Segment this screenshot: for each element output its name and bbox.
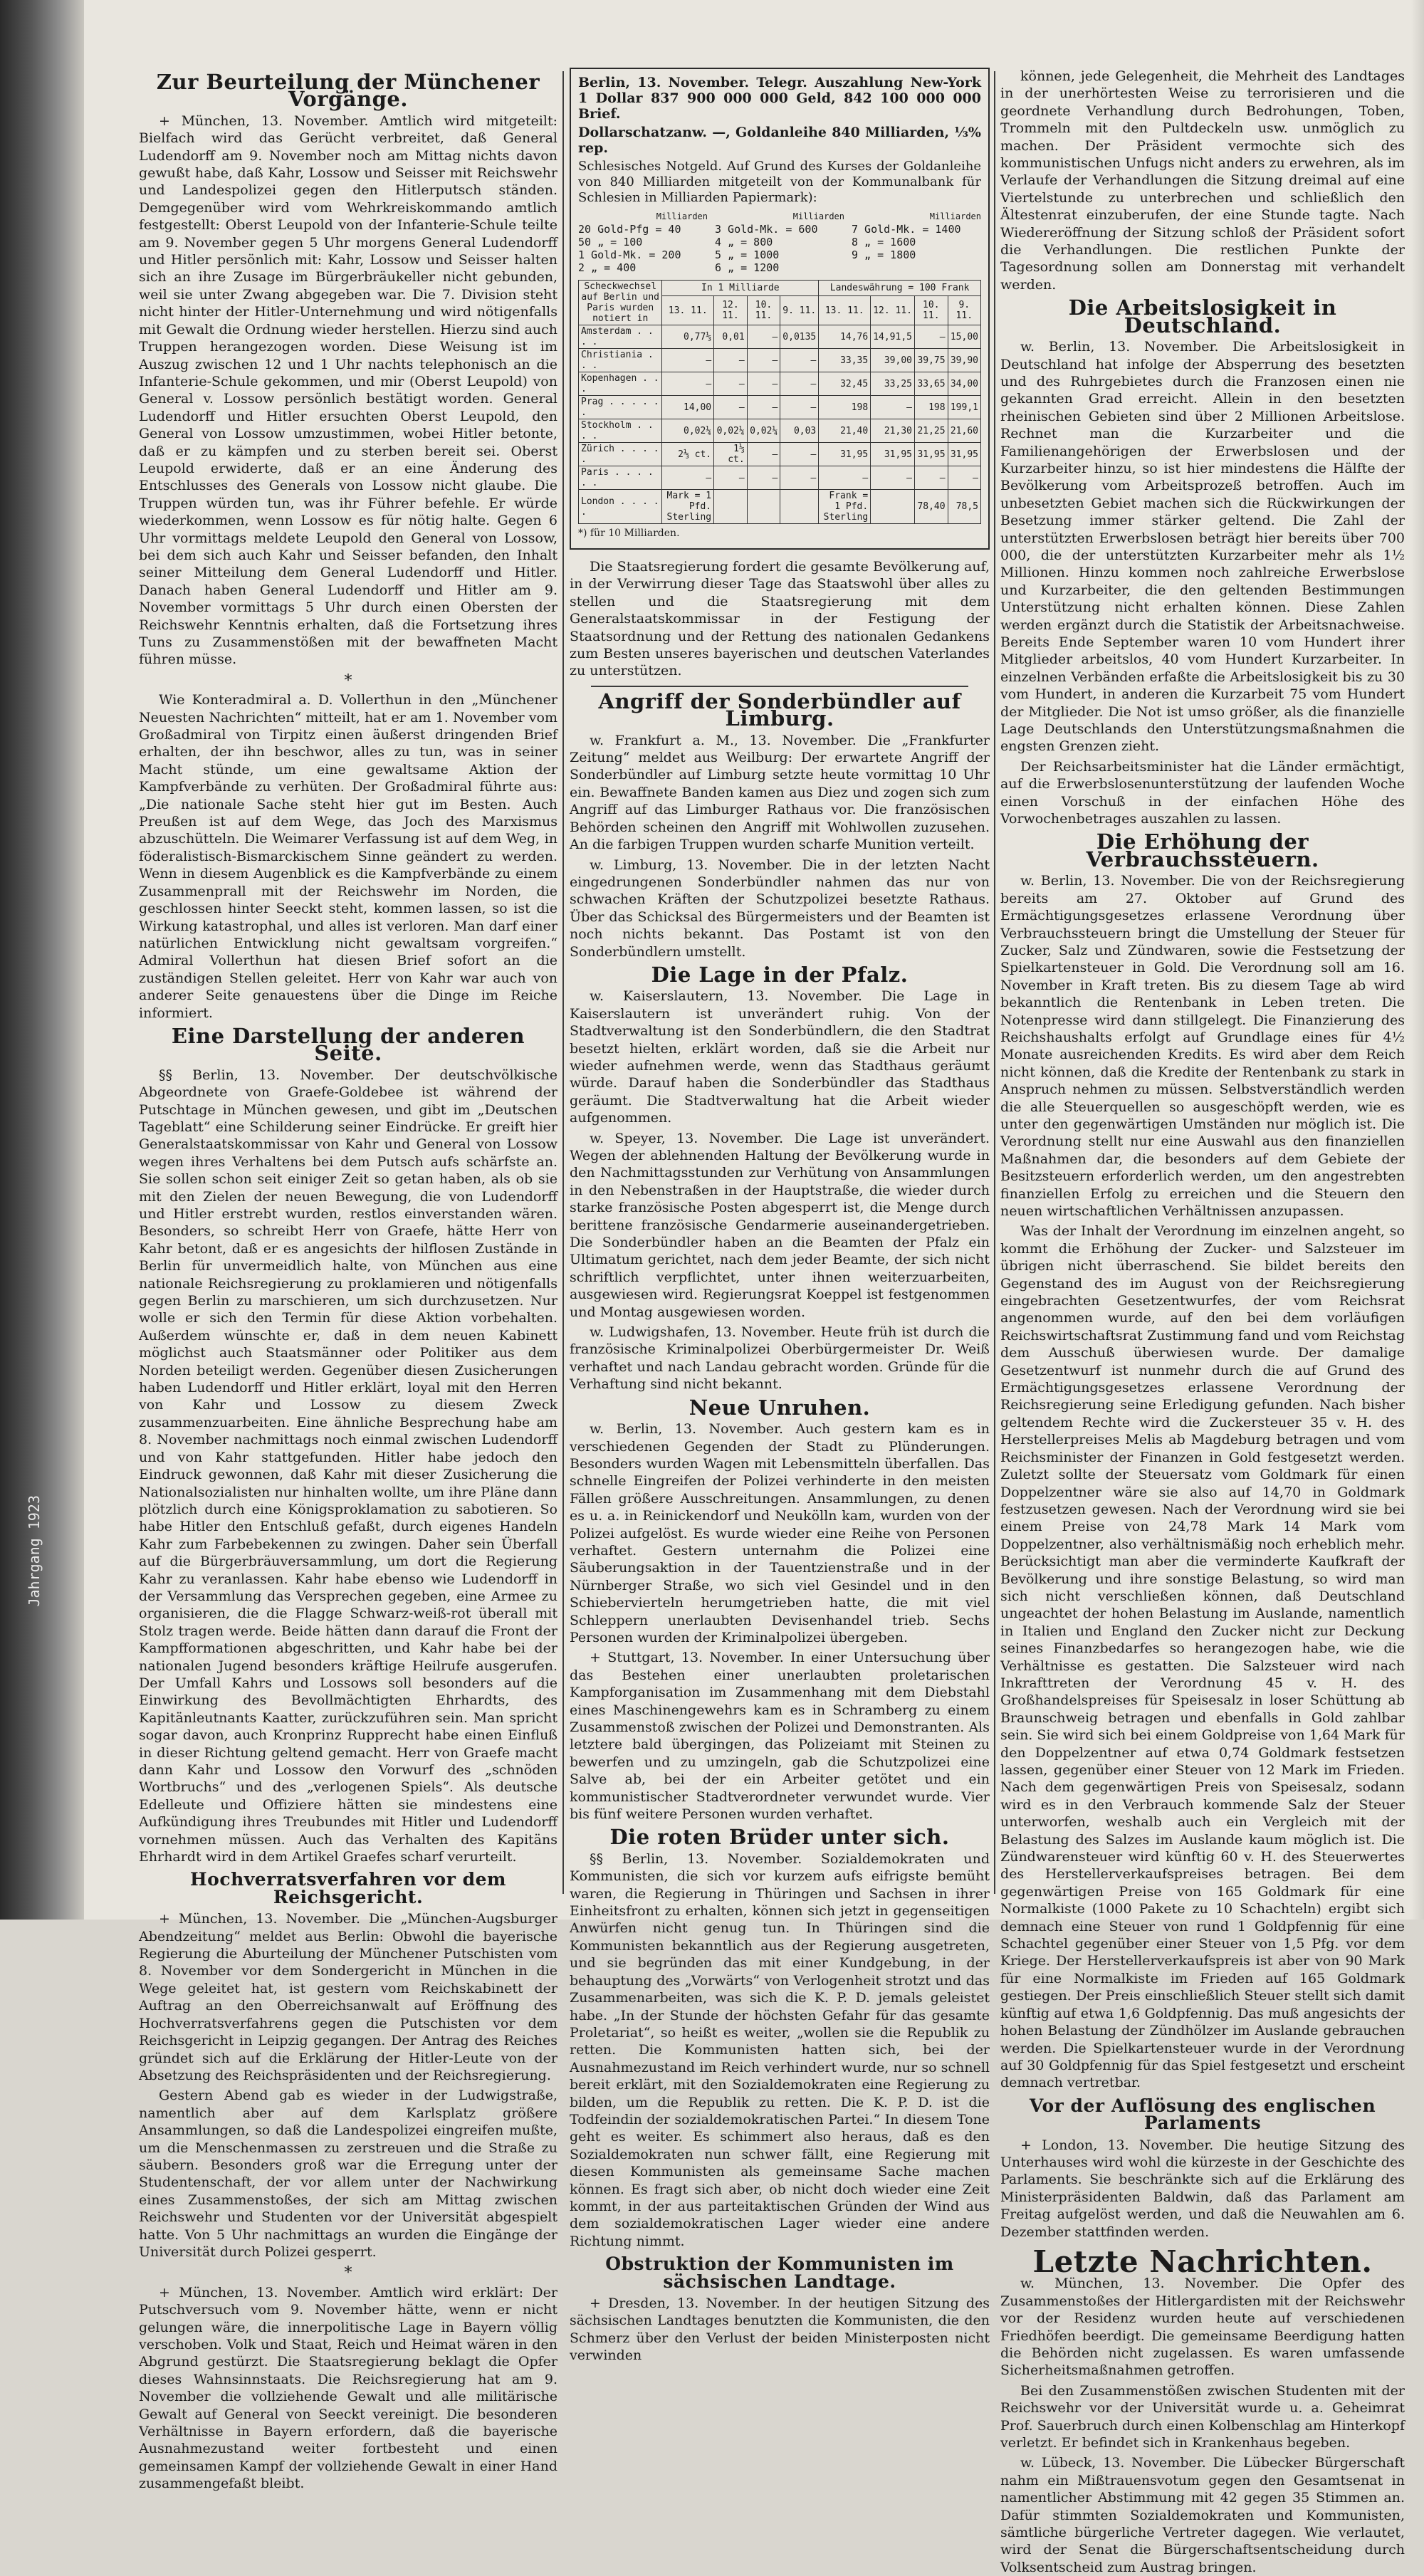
article-paragraph: w. Speyer, 13. November. Die Lage ist unverändert. Wegen der ablehnenden Haltung der Bevölkerung wurde in den Nachmittagsstunden zur Verhütung von Ansammlungen in den Nebenstraßen in der Hauptstraße, die wieder durch starke französische Posten abgesperrt ist, die Menge durch berittene französische Gendarmerie auseinandergetrieben. Die Sonderbündler haben an die Beamten der Pfalz ein Ultimatum gerichtet, nach dem jeder Beamte, der sich nicht schriftlich verpflichtet, unter ihnen weiterzuarbeiten, ausgewiesen wird. Regierungsrat Koeppel ist festgenommen und Montag ausgewiesen worden. [570,1130,990,1320]
table-cell: 31,95 [915,443,948,466]
notgeld-header: Milliarden [656,211,708,221]
table-cell: — [747,372,780,396]
table-cell: 0,0135 [780,325,819,349]
headline: Vor der Auflösung des englischen Parlaments [1029,2095,1376,2134]
table-cell [871,490,915,524]
table-row [579,419,981,443]
exchange-table [578,280,981,524]
article-paragraph: + Dresden, 13. November. In der heutigen Sitzung des sächsischen Landtages benutzten die Kommunisten, die den Schmerz über den Verlust der beiden Ministerposten nicht verwinden [570,2295,990,2364]
table-cell: 78,5 [948,490,980,524]
table-cell: 39,75 [915,349,948,372]
row-label: Paris . . . . . . [579,466,662,490]
notgeld-cell: 1 Gold-Mk. = 200 [578,248,681,261]
article-paragraph: w. Berlin, 13. November. Auch gestern kam es in verschiedenen Gegenden der Stadt zu Plünderungen. Besonders wurden Wagen mit Lebensmitteln überfallen. Das schnelle Eingreifen der Polizei verhinderte in den meisten Fällen größere Ausschreitungen. Ansammlungen, zu denen es u. a. in Reinickendorf und Neukölln kam, wurden von der Polizei aufgelöst. Es wurde wieder eine Reihe von Personen verhaftet. Gestern unternahm die Polizei eine Säuberungsaktion in der Tauentzienstraße und in der Nürnberger Straße, wo sich viel Gesindel und in den Schiebervierteln herumgetrieben hatte, die mit viel Schleppern unerlaubten Devisenhandel trieb. Sechs Personen wurden der Kriminalpolizei übergeben. [570,1421,990,1645]
table-row [579,396,981,419]
table-row [579,325,981,349]
notgeld-table [578,210,981,274]
binding-label: Jahrgang 1923 [26,1495,43,1607]
article-paragraph: w. Lübeck, 13. November. Die Lübecker Bürgerschaft nahm ein Mißtrauensvotum gegen den Gesamtsenat in namentlicher Abstimmung mit 42 gegen 35 Stimmen an. Dafür stimmten Sozialdemokraten und Kommunisten, sämtliche bürgerliche Vertreter dagegen. Wie verlautet, wird der Senat die Bürgerschaftsentscheidung durch Volksentscheid zum Austrag bringen. [1000,2455,1405,2575]
table-row [579,490,981,524]
row-label: Christiania . . . [579,349,662,372]
date-header: 13. 11. [819,296,871,325]
table-cell: 15,00 [948,325,980,349]
notgeld-header: Milliarden [929,211,981,221]
table-cell: — [915,325,948,349]
row-label: Stockholm . . . . [579,419,662,443]
date-header: 9. 11. [948,296,980,325]
table-cell: — [871,466,915,490]
notgeld-cell: 50 „ = 100 [578,236,643,248]
table-cell: — [714,396,748,419]
table-cell: 31,95 [819,443,871,466]
article-paragraph: Die Staatsregierung fordert die gesamte Bevölkerung auf, in der Verwirrung dieser Tage das Staatswohl über alles zu stellen und die Staatsregierung mit dem Generalstaatskommissar in der Festigung der Staatsordnung und der Rettung des nationalen Gedankens zum Besten unseres bayerischen und deutschen Vaterlandes zu unterstützen. [570,559,990,679]
table-cell: Frank = 1 Pfd. Sterling [819,490,871,524]
table-cell: — [662,466,714,490]
headline: Die Erhöhung der Verbrauchssteuern. [1086,829,1319,871]
date-header: 13. 11. [662,296,714,325]
column-middle [570,68,990,2364]
notgeld-cell: 2 „ = 400 [578,261,637,274]
article-paragraph: + München, 13. November. Amtlich wird mitgeteilt: Bielfach wird das Gerücht verbreitet, daß General Ludendorff am 9. November noch am Mittag nichts davon gewußt habe, daß Kahr, Lossow und Seisser mit Reichswehr und Landespolizei gegen den Hitlerputsch ständen. Demgegenüber wird vom Wehrkreiskommando amtlich festgestellt: Oberst Leupold von der Infanterie-Schule teilte am 9. November gegen 5 Uhr morgens General Ludendorff und Hitler persönlich mit: Kahr, Lossow und Seisser halten sich an ihre Zusage im Bürgerbräukeller nicht gebunden, weil sie unter Zwang abgegeben war. Die 7. Division steht nicht hinter der Hitler-Unternehmung und wird nötigenfalls mit Gewalt die Ordnung wieder herstellen. Hierzu sind auch Truppen herangezogen worden. Diese Weisung ist im Auszug zwischen 12 und 1 Uhr nachts telephonisch an die Infanterie-Schule gekommen, und mir (Oberst Leupold) von General v. Lossow persönlich bestätigt worden. General Ludendorff und Hitler ersuchten Oberst Leupold, den General von Lossow umzustimmen, wobei Hitler betonte, daß er zu kämpfen und zu sterben bereit sei. Oberst Leupold erwiderte, daß er an eine Änderung des Entschlusses des Generals von Lossow nicht glaube. Die Truppen würden tun, was ihr Führer befehle. Er würde wiederkommen, wenn Lossow es für nötig halte. Gegen 6 Uhr vormittags meldete Leupold den General von Lossow, bei dem sich auch Kahr und Seisser befanden, den Inhalt seiner Mitteilung dem General Ludendorff und Hitler. Danach haben General Ludendorff und Hitler am 9. November vormittags 5 Uhr durch einen Obersten der Reichswehr Kenntnis erhalten, daß die Fortsetzung ihres Tuns zu Zusammenstößen mit der bewaffneten Macht führen müsse. [139,112,557,668]
table-cell: 78,40 [915,490,948,524]
table-footnote: *) für 10 Milliarden. [578,528,680,539]
notgeld-text: Schlesisches Notgeld. Auf Grund des Kurses der Goldanleihe von 840 Milliarden mitgeteilt von der Kommunalbank für Schlesien in Milliarden Papiermark): [578,159,981,205]
table-header: Scheckwechsel auf Berlin und Paris wurden notiert in [579,281,662,325]
table-cell [714,490,748,524]
separator-star: * [344,2264,352,2283]
table-cell: 0,02¼ [662,419,714,443]
article-paragraph: w. Kaiserslautern, 13. November. Die Lage in Kaiserslautern ist unverändert ruhig. Von der Stadtverwaltung ist den Sonderbündlern, die den Stadtrat besetzt hielten, erklärt worden, daß sie die Arbeit nur wieder aufnehmen werde, wenn das Stadthaus geräumt würde. Darauf haben die Sonderbündler das Stadthaus geräumt. Die Stadtverwaltung hat die Arbeit wieder aufgenommen. [570,988,990,1126]
article-paragraph: w. München, 13. November. Die Opfer des Zusammenstoßes der Hitlergardisten mit der Reichswehr vor der Residenz wurden heute auf verschiedenen Friedhöfen beerdigt. Die gemeinsame Beerdigung hatten die Behörden nicht zugelassen. Es waren umfassende Sicherheitsmaßnahmen getroffen. [1000,2276,1405,2379]
table-cell: — [948,466,980,490]
article-paragraph: w. Berlin, 13. November. Die von der Reichsregierung bereits am 27. Oktober auf Grund des Ermächtigungsgesetzes erlassene Verordnung über Verbrauchssteuern bringt die Umstellung der Steuer für Zucker, Salz und Zündwaren, sowie die Festsetzung der Spielkartensteuer in Gold. Die Verordnung soll am 16. November in Kraft treten. Bis zu diesem Tage ab wird bekanntlich die Rentenbank in Leben treten. Die Notenpresse wird dann stillgelegt. Die Finanzierung des Reichshaushalts erfolgt auf Grundlage eines für 4½ Monate ausreichenden Kredits. Es wird aber dem Reich nicht können, daß die Kredite der Rentenbank zu stark in Anspruch nehmen zu müssen. Selbstverständlich werden die alle Steuerquellen so ausgeschöpft werden, wie es unter den gegenwärtigen Umständen nur möglich ist. Die Verordnung stellt nur eine Auswahl aus den finanziellen Maßnahmen dar, die besonders auf dem Gebiete der Besitzsteuern erforderlich werden, um den angestrebten finanziellen Erfolg zu erreichen und die Steuern den neuen wirtschaftlichen Verhältnissen anzupassen. [1000,873,1405,1219]
table-cell: 21,40 [819,419,871,443]
article-paragraph: w. Limburg, 13. November. Die in der letzten Nacht eingedrungenen Sonderbündler nahmen das nur von schwachen Kräften der Schutzpolizei besetzte Rathaus. Über das Schicksal des Bürgermeisters und der Beamten ist noch nichts bekannt. Das Postamt ist von den Sonderbündlern umstellt. [570,857,990,960]
date-header: 12. 11. [871,296,915,325]
date-header: 10. 11. [915,296,948,325]
article-paragraph: Bei den Zusammenstößen zwischen Studenten mit der Reichswehr vor der Universität wurde u. a. Geheimrat Prof. Sauerbruch durch einen Kolbenschlag am Hinterkopf verletzt. Er befindet sich in Krankenhaus begeben. [1000,2382,1405,2451]
table-cell: — [662,372,714,396]
table-cell: 1⅓ ct. [714,443,748,466]
article-paragraph: w. Frankfurt a. M., 13. November. Die „Frankfurter Zeitung“ meldet aus Weilburg: Der erwartete Angriff der Sonderbündler auf Limburg setzte heute vormittag 10 Uhr ein. Bewaffnete Banden kamen aus Diez und zogen sich zum Angriff auf das Limburger Rathaus vor. Die französischen Behörden scheinen den Angriff mit Wohlwollen zuzusehen. An die farbigen Truppen wurden scharfe Munition verteilt. [570,732,990,853]
table-cell: 14,76 [819,325,871,349]
table-cell: 21,25 [915,419,948,443]
table-cell [780,490,819,524]
table-cell: 0,03 [780,419,819,443]
column-right [1000,68,1405,2575]
table-cell: 0,02¼ [747,419,780,443]
headline: Die roten Brüder unter sich. [609,1825,950,1850]
table-row [579,443,981,466]
scan-right-edge [1411,0,1424,1920]
table-cell: — [747,349,780,372]
headline: Eine Darstellung der anderen Seite. [171,1023,525,1066]
table-cell: — [819,466,871,490]
notgeld-cell: 6 „ = 1200 [715,261,780,274]
table-cell: 0,77⅓ [662,325,714,349]
table-cell: 0,02¼ [714,419,748,443]
table-cell: 21,60 [948,419,980,443]
article-paragraph: w. Ludwigshafen, 13. November. Heute früh ist durch die französische Kriminalpolizei Oberbürgermeister Dr. Weiß verhaftet und nach Landau gebracht worden. Gründe für die Verhaftung sind nicht bekannt. [570,1324,990,1393]
table-cell: — [915,466,948,490]
row-label: London . . . . . [579,490,662,524]
table-cell: — [714,349,748,372]
headline: Hochverratsverfahren vor dem Reichsgericht. [190,1869,506,1907]
row-label: Amsterdam . . . . [579,325,662,349]
notgeld-cell: 9 „ = 1800 [852,248,916,261]
table-cell: 33,25 [871,372,915,396]
row-label: Zürich . . . . . [579,443,662,466]
headline: Die Arbeitslosigkeit in Deutschland. [1068,295,1337,337]
table-cell: 34,00 [948,372,980,396]
headline: Neue Unruhen. [689,1395,871,1420]
table-cell: — [747,396,780,419]
date-header: 10. 11. [747,296,780,325]
table-row [579,349,981,372]
table-cell: 199,1 [948,396,980,419]
table-cell [747,490,780,524]
table-row [579,372,981,396]
article-paragraph: §§ Berlin, 13. November. Der deutschvölkische Abgeordnete von Graefe-Goldebee ist während der Putschtage in München gewesen, und gibt im „Deutschen Tageblatt“ eine Schilderung seiner Eindrücke. Er greift hier Generalstaatskommissar von Kahr und General von Lossow wegen ihres Verhaltens bei dem Putsch aufs schärfste an. Sie sollen schon seit einiger Zeit so getan haben, als ob sie mit den Zielen der neuen Bewegung, die von Ludendorff und Hitler erstrebt wurden, restlos einverstanden wären. Besonders, so schreibt Herr von Graefe, hätte Herr von Kahr betont, daß er es angesichts der hilflosen Zustände in Berlin für unvermeidlich halte, von München aus eine nationale Reichsregierung zu proklamieren und nötigenfalls gegen Berlin zu marschieren, um sich durchzusetzen. Nur wolle er sich den Termin für diese Aktion vorbehalten. Außerdem wünschte er, daß in dem neuen Kabinett möglichst auch Staatsmänner oder Politiker aus dem Norden beteiligt werden. Gegenüber diesen Zusicherungen haben Ludendorff und Hitler erklärt, loyal mit den Herren von Kahr und Lossow zu diesem Zweck zusammenzuarbeiten. Eine ähnliche Besprechung habe am 8. November nachmittags noch einmal zwischen Ludendorff und von Kahr stattgefunden. Hitler habe jedoch den Eindruck gewonnen, daß Kahr mit dieser Zusicherung die Nationalsozialisten nur hinhalten wollte, um ihre Pläne dann plötzlich durch eine Königsproklamation zu sabotieren. So habe Hitler den Entschluß gefaßt, durch eigenes Handeln Kahr zum Farbebekennen zu zwingen. Daher sein Überfall auf die Bürgerbräuversammlung, um dort die Regierung Kahr zu veranlassen. Kahr habe ebenso wie Ludendorff in der Versammlung das Versprechen gegeben, eine Armee zu organisieren, die die Flagge Schwarz-weiß-rot überall mit Stolz tragen werde. Beide hätten dann darauf die Front der Kampfformationen abgeschritten, und Kahr habe bei der nationalen Jugend besonders kräftige Heilrufe ausgerufen. Der Umfall Kahrs und Lossows soll besonders auf die Einwirkung des Bevollmächtigten Ehrhardts, des Kapitänleutnants Kaatter, zurückzuführen sein. Man spricht sogar davon, auch Kronprinz Rupprecht habe einen Einfluß in dieser Richtung geltend gemacht. Herr von Graefe macht dann Kahr und Lossow den Vorwurf des „schnöden Wortbruchs“ und des „verlogenen Spiels“. Als deutsche Edelleute und Offiziere hätten sie mindestens eine Aufkündigung ihres Treubundes mit Hitler und Ludendorff vornehmen müssen. Auch das Verhalten des Kapitäns Ehrhardt wird in dem Artikel Graefes scharf verurteilt. [139,1067,557,1865]
table-cell: — [780,372,819,396]
headline: Angriff der Sonderbündler auf Limburg. [598,688,961,731]
table-cell: — [871,396,915,419]
notgeld-cell: 7 Gold-Mk. = 1400 [852,223,961,236]
table-cell: 32,45 [819,372,871,396]
scan-binding-edge [0,0,84,1920]
date-header: 12. 11. [714,296,748,325]
article-paragraph: + München, 13. November. Amtlich wird erklärt: Der Putschversuch vom 9. November hätte, wenn er nicht gelungen wäre, die innerpolitische Lage in Bayern völlig verschoben. Volk und Staat, Reich und Heimat wären in den Abgrund gestürzt. Die Staatsregierung beklagt die Opfer dieses Wahnsinnstaats. Die Reichsregierung hat am 9. November die vollziehende Gewalt und alle militärische Gewalt auf General von Seeckt vereinigt. Die besonderen Verhältnisse in Bayern erfordern, daß die bayerische Ausnahmezustand weiter fortbesteht und einen gemeinsamen Kampf der vollziehende Gewalt in einer Hand zusammengefaßt bleibt. [139,2284,557,2492]
currency-box [570,68,990,550]
table-cell: — [747,325,780,349]
article-paragraph: Der Reichsarbeitsminister hat die Länder ermächtigt, auf die Erwerbslosenunterstützung der laufenden Woche einen Vorschuß in der einfachen Höhe des Vorwochenbetrages auszahlen zu lassen. [1000,758,1405,827]
notgeld-cell: 5 „ = 1000 [715,248,780,261]
table-cell: 14,00 [662,396,714,419]
exchange-table-body [579,325,981,524]
notgeld-cell: 20 Gold-Pfg = 40 [578,223,681,236]
headline: Obstruktion der Kommunisten im sächsischen Landtage. [605,2253,954,2292]
table-cell: 39,90 [948,349,980,372]
article-paragraph: w. Berlin, 13. November. Die Arbeitslosigkeit in Deutschland hat infolge der Absperrung des besetzten und des Ruhrgebietes durch die Franzosen einen nie gekannten Grad erreicht. Allein in den besetzten rheinischen Gebieten sind über 2 Millionen Arbeitslose. Rechnet man die Kurzarbeiter und die Familienangehörigen der Erwerbslosen und der Kurzarbeiter hinzu, so ist hier mindestens die Hälfte der Bevölkerung vom Arbeitsprozeß betroffen. Auch im unbesetzten Gebiet machen sich die Rückwirkungen der Besetzung immer stärker geltend. Die Zahl der unterstützten Erwerbslosen beträgt hier bereits über 700 000, die der unterstützten Kurzarbeiter mehr als 1½ Millionen. Hinzu kommen noch zahlreiche Erwerbslose und Kurzarbeiter, die den geltenden Bestimmungen Unterstützung nicht erhalten können. Diese Zahlen werden ergänzt durch die Statistik der Arbeitsnachweise. Bereits Ende September waren 10 vom Hundert ihrer Mitglieder arbeitslos, 40 vom Hundert Kurzarbeiter. In einzelnen Verbänden erfaßte die Arbeitslosigkeit bis zu 30 vom Hundert, in anderen die Kurzarbeit 75 vom Hundert der Mitglieder. Die Not ist umso größer, als die finanzielle Lage Deutschlands den Unterstützungsmaßnahmen die engsten Grenzen zieht. [1000,339,1405,755]
table-cell: — [662,349,714,372]
table-header: Landeswährung = 100 Frank [819,281,981,296]
article-paragraph: Wie Konteradmiral a. D. Vollerthun in den „Münchener Neuesten Nachrichten“ mitteilt, hat er am 1. November vom Großadmiral von Tirpitz einen äußerst dringenden Brief erhalten, der ihn beschwor, alles zu tun, was in seiner Macht stünde, um eine gewaltsame Aktion der Kampfverbände zu verhüten. Der Großadmiral führte aus: „Die nationale Sache steht hier gut im Besten. Auch Preußen ist auf dem Wege, das Joch des Marxismus abzuschütteln. Die Weimarer Verfassung ist auf dem Weg, in föderalistisch-Bismarckischem Sinne geändert zu werden. Wenn in diesem Augenblick es die Kampfverbände zu einem Zusammenprall mit der Reichswehr im Norden, die geschlossen hinter Seeckt steht, kommen lassen, so ist die Wirkung katastrophal, und alles ist verloren. Man darf einer natürlichen Entwicklung nicht gewaltsam vorgreifen.“ Admiral Vollerthun hat diesen Brief sofort an die zuständigen Stellen geleitet. Herr von Kahr war auch von anderer Seite genauestens über die Dinge im Reiche informiert. [139,692,557,1021]
notgeld-cell: 8 „ = 1600 [852,236,916,248]
table-cell: — [780,396,819,419]
table-cell: — [714,466,748,490]
notgeld-header: Milliarden [792,211,844,221]
notgeld-cell: 4 „ = 800 [715,236,773,248]
table-cell: 33,65 [915,372,948,396]
table-cell: 198 [915,396,948,419]
table-cell: — [780,466,819,490]
separator-star: * [344,671,352,690]
row-label: Kopenhagen . . . [579,372,662,396]
column-left [139,68,557,2492]
table-cell: — [780,349,819,372]
notgeld-cell: 3 Gold-Mk. = 600 [715,223,818,236]
divider [591,686,968,687]
row-label: Prag . . . . . . [579,396,662,419]
article-paragraph: + München, 13. November. Die „München-Augsburger Abendzeitung“ meldet aus Berlin: Obwohl die bayerische Regierung die Aburteilung der Münchener Putschisten vom 8. November vor dem Sondergericht in München in die Wege geleitet hat, ist gestern vom Reichskabinett der Auftrag an den Oberreichsanwalt auf Eröffnung des Hochverratsverfahrens gegen die Putschisten vor dem Reichsgericht in Leipzig gegangen. Der Antrag des Reiches gründet sich auf die Erklärung der Hitler-Leute von der Absetzung des Reichspräsidenten und der Reichsregierung. [139,1911,557,2083]
table-cell: 31,95 [948,443,980,466]
column-rule [994,71,995,1894]
table-cell: — [780,443,819,466]
article-paragraph: §§ Berlin, 13. November. Sozialdemokraten und Kommunisten, die sich vor kurzem aufs eifrigste bemüht waren, die Regierung in Thüringen und Sachsen in ihrer Einheitsfront zu erhalten, können sich jetzt in gegenseitigen Anwürfen nicht genug tun. In Thüringen sind die Kommunisten bekanntlich aus der Regierung ausgetreten, und sie begründen das mit einer Kundgebung, in der behauptung des „Vorwärts“ von Verlogenheit strotzt und das Zusammenarbeiten, was sich die K. P. D. jemals geleistet habe. „In der Stunde der höchsten Gefahr für das gesamte Proletariat“, so heißt es weiter, „wollen sie die Republik zu retten. Die Kommunisten hatten sich, bei der Ausnahmezustand im Reich verhindert wurde, nur so schnell bereit erklärt, mit den Sozialdemokraten eine Regierung zu bilden, um die Republik zu retten. Die K. P. D. ist die Todfeindin der sozialdemokratischen Partei.“ In diesem Tone geht es weiter. Es schimmert also heraus, daß es den Sozialdemokraten nun schwer fällt, eine Regierung mit diesen Kommunisten als gemeinsame Sache machen können. Es fragt sich aber, ob nicht doch wieder eine Zeit kommt, in der aus parteitaktischen Gründen der Wind aus dem sozialdemokratischen Lager wieder eine andere Richtung nimmt. [570,1850,990,2249]
table-cell: 198 [819,396,871,419]
table-row [579,466,981,490]
table-cell: 31,95 [871,443,915,466]
table-cell: 33,35 [819,349,871,372]
table-cell: Mark = 1 Pfd. Sterling [662,490,714,524]
article-paragraph: + London, 13. November. Die heutige Sitzung des Unterhauses wird wohl die kürzeste in der Geschichte des Parlaments. Sie beschränkte sich auf die Erklärung des Ministerpräsidenten Baldwin, daß das Parlament am Freitag aufgelöst werden, und daß die Neuwahlen am 6. Dezember stattfinden werden. [1000,2137,1405,2240]
table-cell: 0,01 [714,325,748,349]
article-paragraph: können, jede Gelegenheit, die Mehrheit des Landtages in der unerhörtesten Weise zu terrorisieren und die geordnete Verhandlung durch Bedrohungen, Toben, Trommeln mit den Pultdeckeln usw. unmöglich zu machen. Der Präsident vermochte sich des kommunistischen Unfugs nicht anders zu erwehren, als im Verlaufe der Verhandlungen die Sitzung dreimal auf eine Viertelstunde zu unterbrechen und schließlich den Ältestenrat einzuberufen, der eine Stunde tagte. Nach Wiedereröffnung der Sitzung schloß der Präsident sofort die Verhandlungen. Die restlichen Punkte der Tagesordnung sollen am Donnerstag mit verhandelt werden. [1000,68,1405,293]
date-header: 9. 11. [780,296,819,325]
table-cell: — [747,443,780,466]
table-header: In 1 Milliarde [662,281,819,296]
headline: Zur Beurteilung der Münchener Vorgänge. [156,70,540,112]
article-paragraph: Gestern Abend gab es wieder in der Ludwigstraße, namentlich aber auf dem Karlsplatz größere Ansammlungen, so daß die Landespolizei eingreifen mußte, um die Menschenmassen zu zerstreuen und die Straße zu säubern. Besonders groß war die Erregung unter der Studentenschaft, der vor allem unter der Nachwirkung eines Zusammenstoßes, der sich am Mittag zwischen Reichswehr und Studenten vor der Universität abgespielt hatte. Von 5 Uhr nachmittags an wurden die Eingänge der Universität durch Polizei gesperrt. [139,2088,557,2260]
table-cell: 21,30 [871,419,915,443]
table-cell: — [747,466,780,490]
notgeld-cell [852,261,981,274]
table-cell: 2⅓ ct. [662,443,714,466]
table-cell: 14,91,5 [871,325,915,349]
article-paragraph: Was der Inhalt der Verordnung im einzelnen angeht, so kommt die Erhöhung der Zucker- und Salzsteuer im übrigen nicht überraschend. Sie bildet bereits den Gegenstand des im August von der Reichsregierung eingebrachten Gesetzentwurfes, der vom Reichsrat angenommen wurde, auf den bei dem vorläufigen Reichswirtschaftsrat Zustimmung fand und vom Reichstag dem Ausschuß überwiesen wurde. Der damalige Gesetzentwurf ist nunmehr durch die auf Grund des Ermächtigungsgesetzes erlassene Verordnung der Reichsregierung seine Erledigung gefunden. Nach bisher geltendem Rechte wird die Zuckersteuer 35 v. H. des Herstellerpreises Melis ab Magdeburg betragen und vom Reichsminister der Finanzen in Gold festgesetzt werden. Zuletzt sollte der Steuersatz vom Goldmark für einen Doppelzentner wäre sie also auf 14,70 in Goldmark festzusetzen gewesen. Nach der Verordnung wird sie bei einem Preise von 24,78 Mark 14 Mark vom Doppelzentner, also verhältnismäßig noch erheblich mehr. Berücksichtigt man aber die verminderte Kaufkraft der Bevölkerung und ihre sonstige Belastung, so wird man sich nicht verschließen können, daß Deutschland ungeachtet der hohen Belastung im Auslande, namentlich in Italien und England den Zucker nicht zur Deckung seines Finanzbedarfes so herangezogen habe, wie die Verhältnisse es gestatten. Die Salzsteuer wird nach Inkrafttreten der Verordnung 45 v. H. des Großhandelspreises für Speisesalz in loser Schüttung ab Braunschweig betragen und ebenfalls in Gold zahlbar sein. Sie wird sich bei einem Goldpreise von 1,64 Mark für den Doppelzentner auf etwa 0,74 Goldmark festsetzen lassen, gegenüber einer Steuer von 12 Mark im Frieden. Nach dem gegenwärtigen Preis von Speisesalz, sodann wird es in den Verbrauch kommende Salz der Steuer unterworfen, weshalb auch ein Vergleich mit der Belastung des Salzes im Auslande kaum möglich ist. Die Zündwarensteuer wird künftig 60 v. H. des Steuerwertes des Herstellerverkaufspreises betragen. Bei dem gegenwärtigen Preise von 165 Goldmark für eine Normalkiste (1000 Pakete zu 10 Schachteln) ergibt sich demnach eine Steuer von rund 1 Goldpfennig für eine Schachtel gegenüber einer Steuer von 1,5 Pfg. vor dem Kriege. Der Herstellerverkaufspreis ist aber von 90 Mark für eine Normalkiste im Frieden auf 165 Goldmark gestiegen. Der Preis einschließlich Steuer stellt sich damit künftig auf etwa 1,6 Goldpfennig. Das muß angesichts der hohen Belastung der Zündhölzer im Auslande gebrauchen werden. Die Spielkartensteuer wurde in der Verordnung auf 30 Goldpfennig für das Spiel festgesetzt und erscheint demnach vertretbar. [1000,1223,1405,2091]
article-paragraph: + Stuttgart, 13. November. In einer Untersuchung über das Bestehen einer unerlaubten proletarischen Kampforganisation im Zusammenhang mit dem Diebstahl eines Maschinengewehrs kam es in Schramberg zu einem Zusammenstoß zwischen der Polizei und Demonstranten. Als letztere bald übergingen, das Polizeiamt mit Steinen zu bewerfen und zu umzingeln, gab die Schutzpolizei eine Salve ab, bei der ein Arbeiter getötet und ein kommunistischer Stadtverordneter verwundet wurde. Vier bis fünf weitere Personen wurden verhaftet. [570,1650,990,1823]
column-rule [562,71,564,1894]
headline: Letzte Nachrichten. [1032,2243,1373,2279]
goldanleihe-line: Dollarschatzanw. —, Goldanleihe 840 Milliarden, ⅓% rep. [578,125,981,156]
table-cell: — [714,372,748,396]
headline: Die Lage in der Pfalz. [651,962,909,987]
table-cell: 39,00 [871,349,915,372]
exchange-headline: Berlin, 13. November. Telegr. Auszahlung New-York 1 Dollar 837 900 000 000 Geld, 842 100 000 000 Brief. [578,75,981,122]
